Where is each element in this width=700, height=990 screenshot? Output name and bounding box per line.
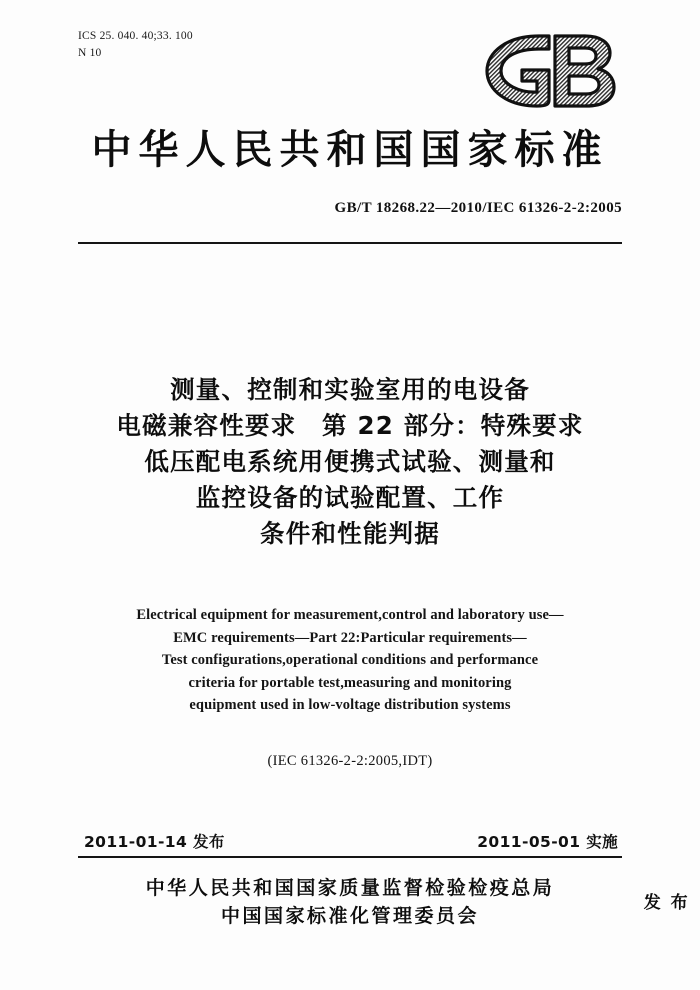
subject-en-line-5: equipment used in low-voltage distribution systems [189, 697, 511, 713]
subject-cn-line-4: 监控设备的试验配置、工作 [195, 483, 505, 512]
publisher-issue-label: 发 布 [643, 893, 690, 913]
issue-date: 2011-01-14 发布 [84, 833, 225, 851]
gb-logo-icon [477, 30, 622, 112]
publisher-block [0, 874, 700, 930]
publisher-rows [145, 874, 690, 930]
national-standard-title: 中华人民共和国国家标准 [91, 127, 609, 173]
subject-en-line-3: Test configurations,operational conditions and performance [161, 652, 539, 668]
subject-en-line-4: criteria for portable test,measuring and monitoring [188, 674, 512, 691]
ics-code-line: ICS 25. 040. 40;33. 100 [78, 30, 193, 42]
publisher-line-2: 中国国家标准化管理委员会 [220, 905, 479, 927]
subject-cn-line-2: 电磁兼容性要求 第 22 部分：特殊要求 [116, 411, 584, 440]
effective-date: 2011-05-01 实施 [477, 833, 618, 851]
subject-title-english [0, 604, 700, 717]
ics-classification [78, 28, 193, 61]
subject-cn-line-5: 条件和性能判据 [260, 519, 440, 548]
subject-cn-line-3: 低压配电系统用便携式试验、测量和 [144, 447, 556, 476]
divider-top [78, 242, 622, 244]
ccs-code-line: N 10 [78, 46, 102, 59]
idt-reference: (IEC 61326-2-2:2005,IDT) [267, 753, 433, 769]
subject-cn-line-1: 测量、控制和实验室用的电设备 [170, 375, 530, 404]
divider-bottom [78, 856, 622, 858]
subject-en-line-2: EMC requirements—Part 22:Particular requirements— [173, 629, 527, 646]
standard-number: GB/T 18268.22—2010/IEC 61326-2-2:2005 [334, 200, 622, 216]
subject-en-line-1: Electrical equipment for measurement,control and laboratory use— [136, 607, 564, 623]
publisher-line-1: 中华人民共和国国家质量监督检验检疫总局 [145, 877, 555, 899]
subject-title-chinese [0, 372, 700, 552]
